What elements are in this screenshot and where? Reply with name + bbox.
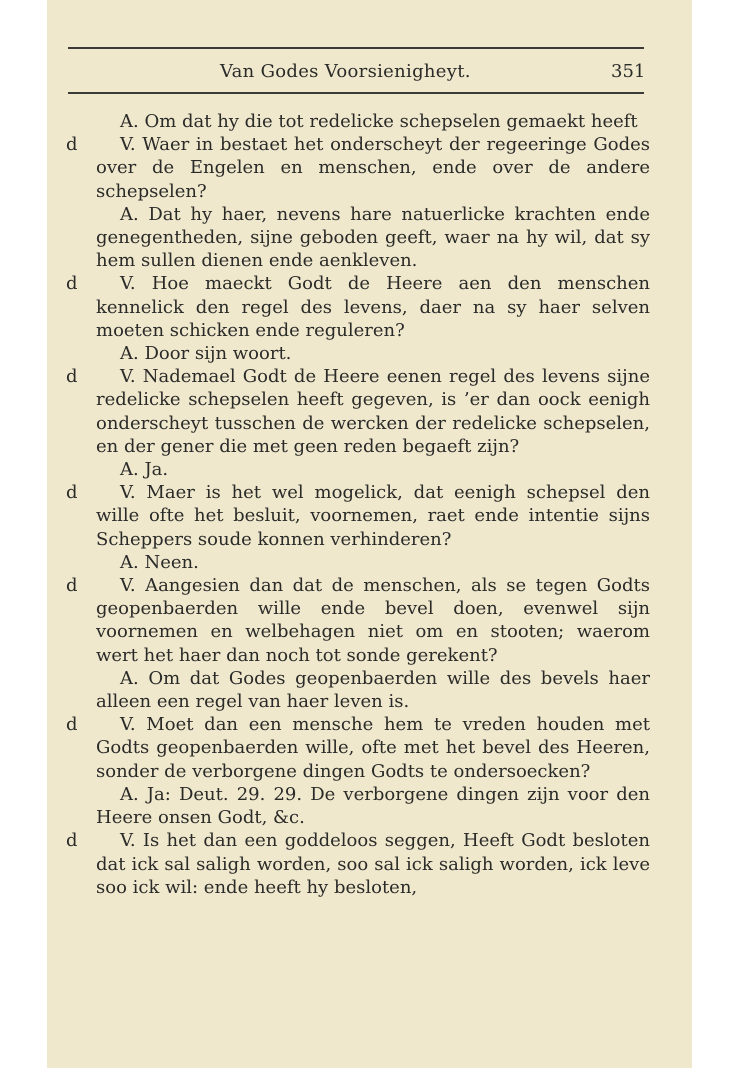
paragraph-text: A. Ja.	[120, 459, 169, 481]
question-paragraph	[66, 272, 650, 342]
margin-marker: d	[66, 830, 78, 852]
paragraph-text: V. Aangesien dan dat de menschen, als se tegen Godts geopenbaerden wille ende bevel doen, evenwel sijn voornemen en welbehagen niet om en stooten; waerom wert het haer dan noch tot sonde gerekent?	[96, 575, 650, 666]
paragraph-text: V. Nademael Godt de Heere eenen regel des levens sijne redelicke schepselen heeft gegeven, is ’er dan oock eenigh onderscheyt tusschen de wercken der redelicke schepselen, en der gener die met geen reden begaeft zijn?	[96, 366, 650, 457]
margin-marker: d	[66, 134, 78, 156]
answer-paragraph	[96, 783, 650, 829]
page-number: 351	[611, 61, 646, 82]
margin-marker: d	[66, 273, 78, 295]
paragraph-text: V. Maer is het wel mogelick, dat eenigh schepsel den wille ofte het besluit, voornemen, raet ende intentie sijns Scheppers soude konnen verhinderen?	[96, 482, 650, 550]
question-paragraph	[66, 365, 650, 458]
margin-marker: d	[66, 482, 78, 504]
paragraph-text: A. Om dat Godes geopenbaerden wille des bevels haer alleen een regel van haer leven is.	[96, 667, 650, 713]
answer-paragraph	[96, 667, 650, 713]
question-paragraph	[66, 713, 650, 783]
question-paragraph	[66, 829, 650, 899]
answer-paragraph	[96, 203, 650, 273]
paragraph-text: A. Neen.	[120, 551, 199, 573]
margin-marker: d	[66, 575, 78, 597]
question-paragraph	[66, 481, 650, 551]
paragraph-text: A. Ja: Deut. 29. 29. De verborgene dingen zijn voor den Heere onsen Godt, &c.	[96, 783, 650, 829]
paragraph-text: V. Moet dan een mensche hem te vreden houden met Godts geopenbaerden wille, ofte met het bevel des Heeren, sonder de verborgene dingen Godts te ondersoecken?	[96, 714, 650, 782]
paragraph-text: A. Dat hy haer, nevens hare natuerlicke krachten ende genegentheden, sijne geboden geeft, waer na hy wil, dat sy hem sullen dienen ende aenkleven.	[96, 203, 650, 272]
header-rule	[68, 92, 644, 94]
paragraph-text: V. Is het dan een goddeloos seggen, Heeft Godt besloten dat ick sal saligh worden, soo sal ick saligh worden, ick leve soo ick wil: ende heeft hy besloten,	[96, 830, 650, 898]
answer-paragraph	[96, 458, 650, 481]
running-title: Van Godes Voorsienigheyt.	[220, 61, 471, 82]
question-paragraph	[66, 574, 650, 667]
margin-marker: d	[66, 714, 78, 736]
question-paragraph	[66, 133, 650, 203]
paragraph-text: V. Hoe maeckt Godt de Heere aen den menschen kennelick den regel des levens, daer na sy haer selven moeten schicken ende reguleren?	[96, 273, 650, 341]
answer-paragraph	[96, 551, 650, 574]
body-text	[66, 110, 650, 899]
answer-paragraph	[96, 110, 650, 133]
paragraph-text: A. Om dat hy die tot redelicke schepselen gemaekt heeft	[120, 111, 638, 132]
top-rule	[68, 47, 644, 49]
margin-marker: d	[66, 366, 78, 388]
paragraph-text: V. Waer in bestaet het onderscheyt der regeeringe Godes over de Engelen en menschen, ende over de andere schepselen?	[96, 134, 650, 202]
answer-paragraph	[96, 342, 650, 365]
paragraph-text: A. Door sijn woort.	[120, 343, 292, 365]
